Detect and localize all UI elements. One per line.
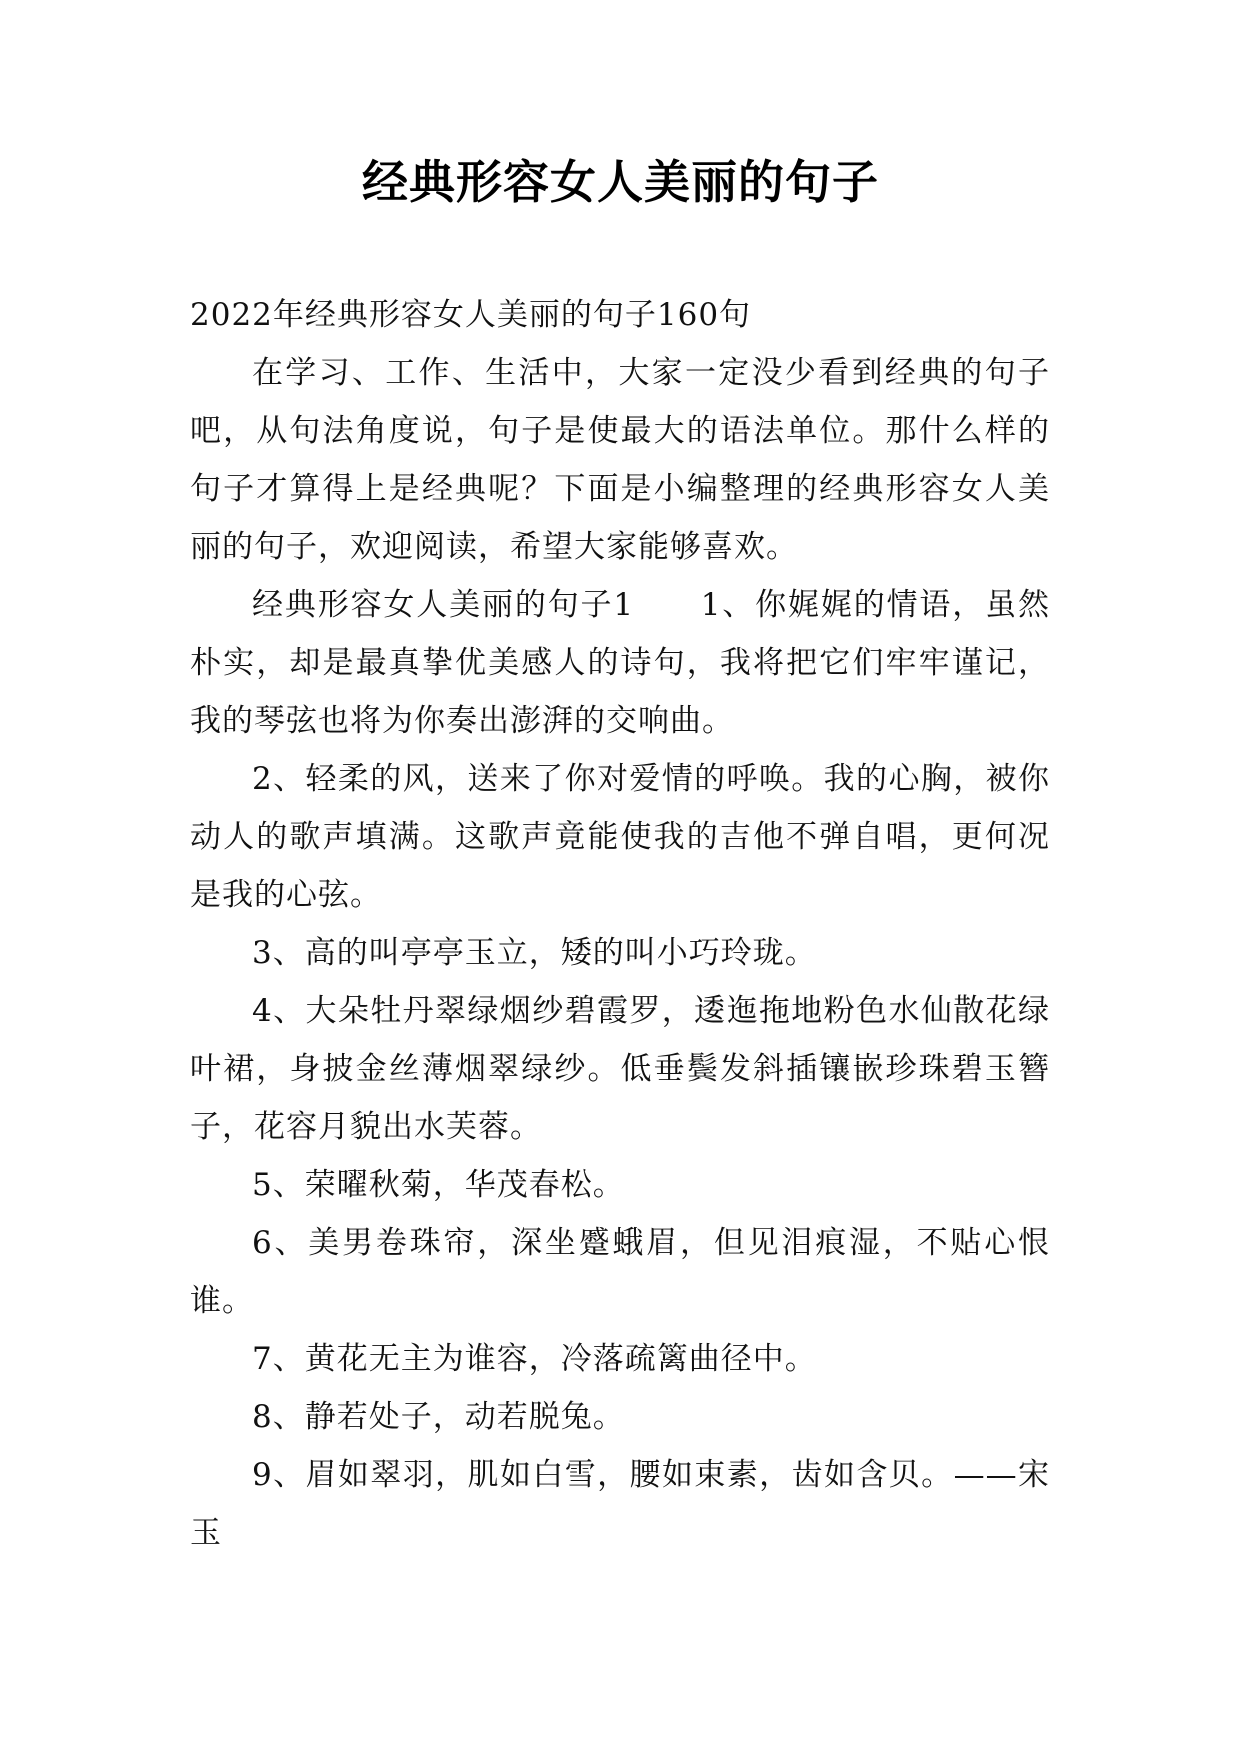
sentence-paragraph-1: 经典形容女人美丽的句子1 1、你娓娓的情语，虽然朴实，却是最真挚优美感人的诗句，我将把它们牢牢谨记，我的琴弦也将为你奏出澎湃的交响曲。: [190, 587, 1050, 739]
document-subtitle: 2022年经典形容女人美丽的句子160句: [190, 297, 752, 333]
document-title: 经典形容女人美丽的句子: [362, 155, 879, 209]
intro-paragraph: 在学习、工作、生活中，大家一定没少看到经典的句子吧，从句法角度说，句子是使最大的语法单位。那什么样的句子才算得上是经典呢？下面是小编整理的经典形容女人美丽的句子，欢迎阅读，希望大家能够喜欢。: [190, 355, 1050, 565]
document-body: [190, 286, 1050, 1562]
sentence-paragraph-5: 5、荣曜秋菊，华茂春松。: [252, 1167, 625, 1203]
sentence-paragraph-2: 2、轻柔的风，送来了你对爱情的呼唤。我的心胸，被你动人的歌声填满。这歌声竟能使我的吉他不弹自唱，更何况是我的心弦。: [190, 761, 1050, 913]
sentence-paragraph-6: 6、美男卷珠帘，深坐蹙蛾眉，但见泪痕湿，不贴心恨谁。: [190, 1225, 1050, 1319]
sentence-paragraph-4: 4、大朵牡丹翠绿烟纱碧霞罗，逶迤拖地粉色水仙散花绿叶裙，身披金丝薄烟翠绿纱。低垂鬓发斜插镶嵌珍珠碧玉簪子，花容月貌出水芙蓉。: [190, 993, 1050, 1145]
sentence-paragraph-9: 9、眉如翠羽，肌如白雪，腰如束素，齿如含贝。——宋玉: [190, 1457, 1050, 1551]
sentence-paragraph-8: 8、静若处子，动若脱兔。: [252, 1399, 625, 1435]
sentence-paragraph-7: 7、黄花无主为谁容，冷落疏篱曲径中。: [252, 1341, 817, 1377]
sentence-paragraph-3: 3、高的叫亭亭玉立，矮的叫小巧玲珑。: [252, 935, 817, 971]
